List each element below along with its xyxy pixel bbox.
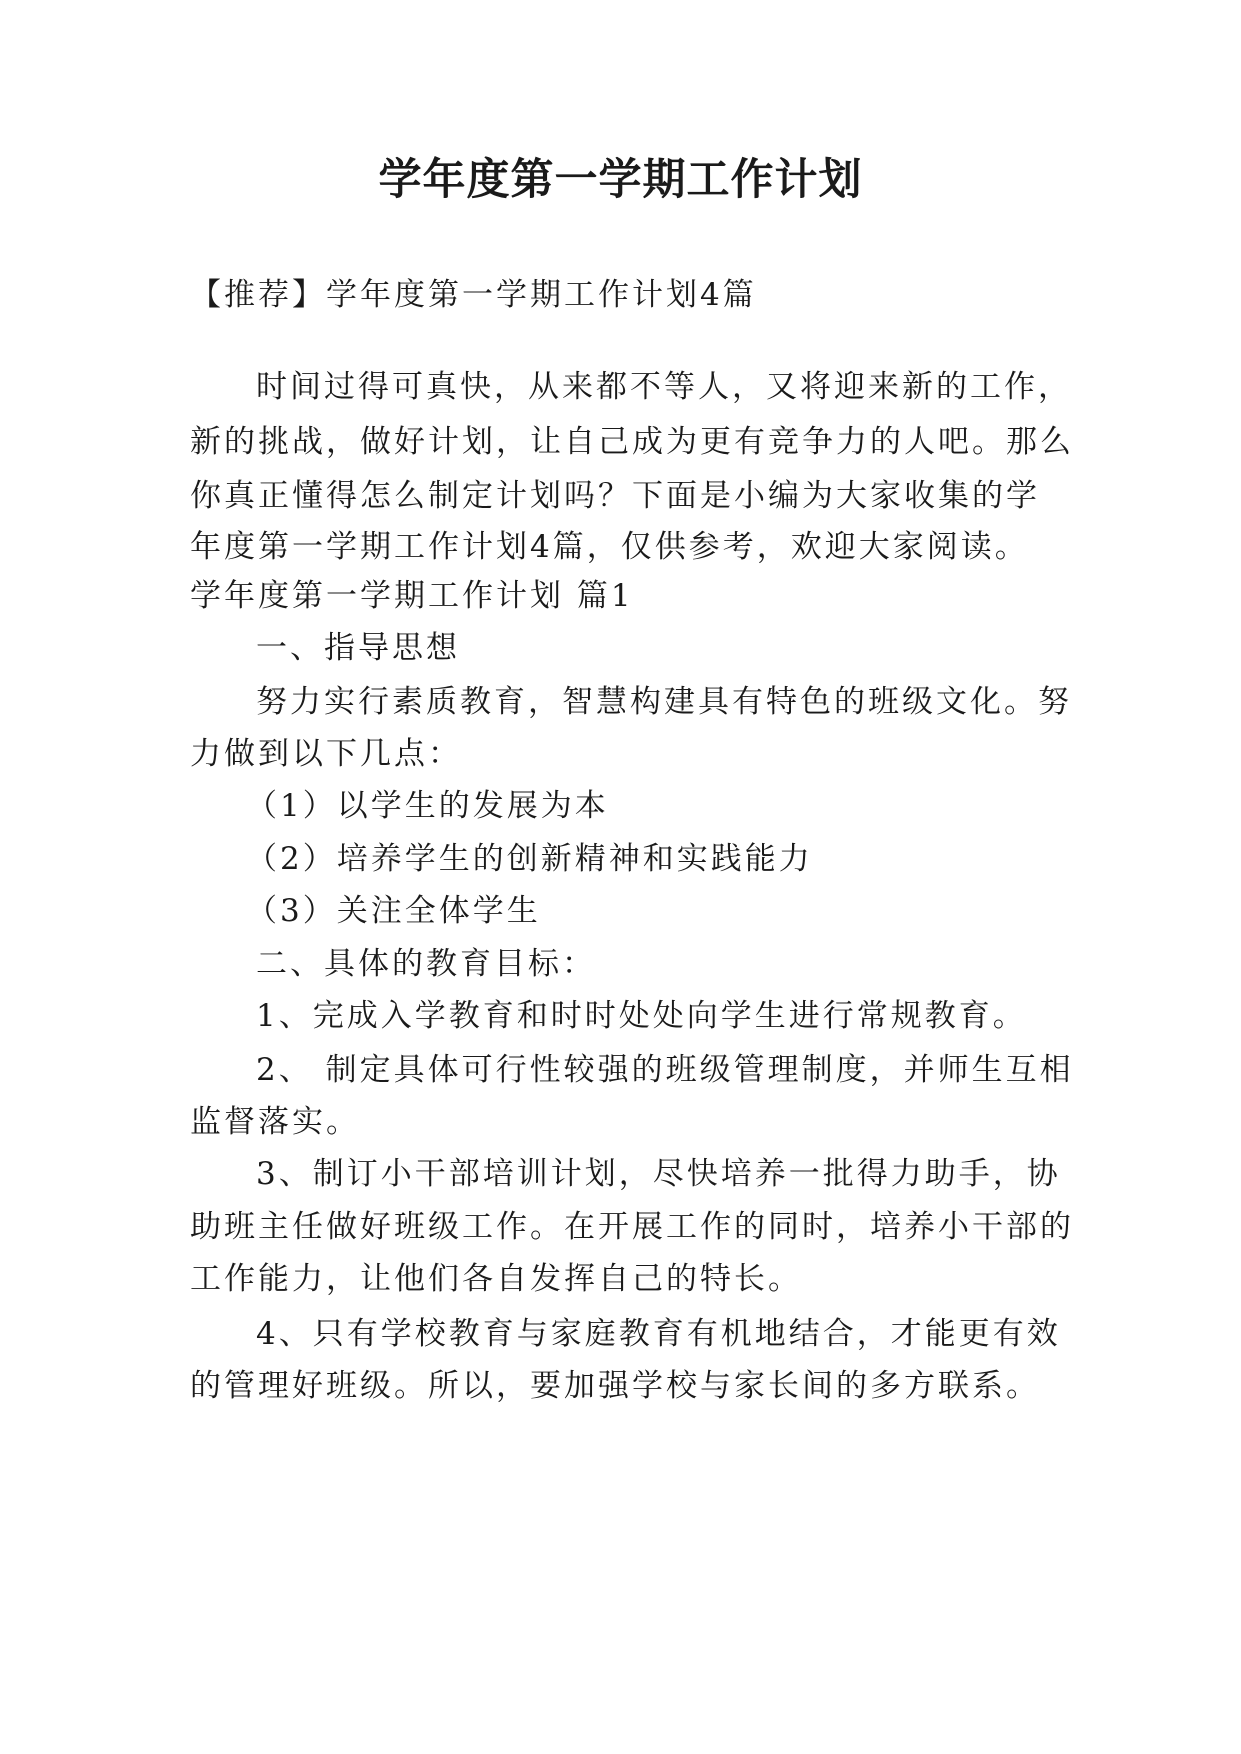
paragraph-line: 时间过得可真快，从来都不等人，又将迎来新的工作， (256, 369, 1072, 405)
section-heading: 一、指导思想 (256, 630, 460, 666)
section-heading: 二、具体的教育目标： (256, 946, 596, 982)
paragraph-line: 力做到以下几点： (190, 736, 462, 772)
document-title: 学年度第一学期工作计划 (378, 155, 863, 205)
list-item: 2、 制定具体可行性较强的班级管理制度，并师生互相 (256, 1052, 1074, 1088)
paragraph-line: 监督落实。 (190, 1104, 360, 1140)
document-subtitle: 【推荐】学年度第一学期工作计划4篇 (190, 277, 757, 313)
paragraph-line: 助班主任做好班级工作。在开展工作的同时，培养小干部的 (190, 1209, 1074, 1245)
paragraph-line: 努力实行素质教育，智慧构建具有特色的班级文化。努 (256, 684, 1072, 720)
paragraph-line: 的管理好班级。所以，要加强学校与家长间的多方联系。 (190, 1368, 1040, 1404)
paragraph-line: 工作能力，让他们各自发挥自己的特长。 (190, 1261, 802, 1297)
list-item: （3）关注全体学生 (246, 893, 541, 929)
paragraph-line: 年度第一学期工作计划4篇，仅供参考，欢迎大家阅读。 (190, 529, 1029, 565)
list-item: （1）以学生的发展为本 (246, 788, 609, 824)
section-heading: 学年度第一学期工作计划 篇1 (190, 578, 634, 614)
paragraph-line: 新的挑战，做好计划，让自己成为更有竞争力的人吧。那么 (190, 424, 1074, 460)
list-item: （2）培养学生的创新精神和实践能力 (246, 841, 813, 877)
paragraph-line: 你真正懂得怎么制定计划吗？下面是小编为大家收集的学 (190, 478, 1040, 514)
list-item: 1、完成入学教育和时时处处向学生进行常规教育。 (256, 998, 1027, 1034)
list-item: 3、制订小干部培训计划，尽快培养一批得力助手，协 (256, 1156, 1061, 1192)
list-item: 4、只有学校教育与家庭教育有机地结合，才能更有效 (256, 1316, 1061, 1352)
